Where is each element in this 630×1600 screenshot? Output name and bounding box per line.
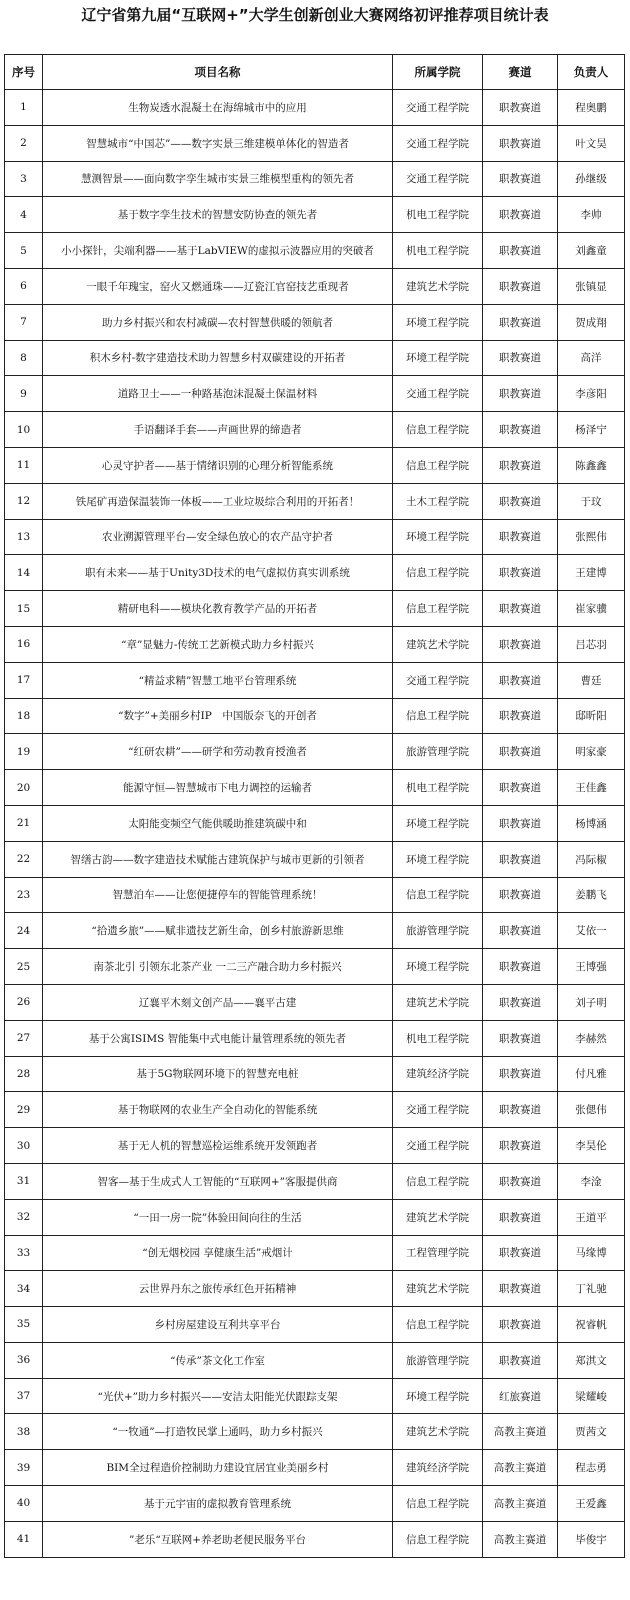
serial-cell: 17 bbox=[5, 662, 43, 698]
serial-cell: 8 bbox=[5, 340, 43, 376]
track-cell: 职教赛道 bbox=[483, 734, 558, 770]
project-table bbox=[4, 54, 625, 1558]
college-cell: 旅游管理学院 bbox=[393, 913, 483, 949]
serial-cell: 9 bbox=[5, 376, 43, 412]
project-name-cell: 慧测智景——面向数字孪生城市实景三维模型重构的领先者 bbox=[43, 161, 393, 197]
project-name-cell: 云世界丹东之旅传承红色开拓精神 bbox=[43, 1271, 393, 1307]
serial-cell: 6 bbox=[5, 268, 43, 304]
leader-cell: 祝睿帆 bbox=[558, 1307, 625, 1343]
college-cell: 信息工程学院 bbox=[393, 698, 483, 734]
college-cell: 环境工程学院 bbox=[393, 805, 483, 841]
serial-cell: 11 bbox=[5, 447, 43, 483]
project-name-cell: 心灵守护者——基于情绪识别的心理分析智能系统 bbox=[43, 447, 393, 483]
college-cell: 机电工程学院 bbox=[393, 1020, 483, 1056]
project-name-cell: ”老乐“互联网+养老助老便民服务平台 bbox=[43, 1521, 393, 1557]
track-cell: 职教赛道 bbox=[483, 662, 558, 698]
project-name-cell: 智慧泊车——让您便捷停车的智能管理系统！ bbox=[43, 877, 393, 913]
college-cell: 交通工程学院 bbox=[393, 376, 483, 412]
table-row bbox=[5, 1056, 625, 1092]
table-row bbox=[5, 1521, 625, 1557]
serial-cell: 25 bbox=[5, 949, 43, 985]
track-cell: 职教赛道 bbox=[483, 591, 558, 627]
header-college: 所属学院 bbox=[393, 55, 483, 90]
college-cell: 旅游管理学院 bbox=[393, 734, 483, 770]
table-row bbox=[5, 519, 625, 555]
leader-cell: 张熙伟 bbox=[558, 519, 625, 555]
college-cell: 建筑艺术学院 bbox=[393, 1199, 483, 1235]
track-cell: 职教赛道 bbox=[483, 1199, 558, 1235]
table-row bbox=[5, 1486, 625, 1522]
leader-cell: 李赫然 bbox=[558, 1020, 625, 1056]
college-cell: 交通工程学院 bbox=[393, 662, 483, 698]
project-name-cell: 一眼千年瑰宝，窑火又燃通珠——辽瓷江官窑技艺重现者 bbox=[43, 268, 393, 304]
table-body bbox=[5, 90, 625, 1558]
serial-cell: 40 bbox=[5, 1486, 43, 1522]
track-cell: 职教赛道 bbox=[483, 1128, 558, 1164]
college-cell: 信息工程学院 bbox=[393, 591, 483, 627]
college-cell: 建筑艺术学院 bbox=[393, 1271, 483, 1307]
project-name-cell: 助力乡村振兴和农村减碳—农村智慧供暖的领航者 bbox=[43, 304, 393, 340]
project-name-cell: 小小探针，尖端利器——基于LabVIEW的虚拟示波器应用的突破者 bbox=[43, 233, 393, 269]
college-cell: 机电工程学院 bbox=[393, 197, 483, 233]
project-name-cell: BIM全过程造价控制助力建设宜居宜业美丽乡村 bbox=[43, 1450, 393, 1486]
track-cell: 职教赛道 bbox=[483, 805, 558, 841]
table-row bbox=[5, 90, 625, 126]
serial-cell: 16 bbox=[5, 626, 43, 662]
serial-cell: 3 bbox=[5, 161, 43, 197]
table-row bbox=[5, 376, 625, 412]
leader-cell: 杨泽宁 bbox=[558, 412, 625, 448]
college-cell: 工程管理学院 bbox=[393, 1235, 483, 1271]
table-header-row bbox=[5, 55, 625, 90]
serial-cell: 31 bbox=[5, 1163, 43, 1199]
track-cell: 职教赛道 bbox=[483, 555, 558, 591]
table-row bbox=[5, 805, 625, 841]
serial-cell: 1 bbox=[5, 90, 43, 126]
track-cell: 职教赛道 bbox=[483, 519, 558, 555]
table-row bbox=[5, 984, 625, 1020]
track-cell: 职教赛道 bbox=[483, 233, 558, 269]
project-name-cell: 基于无人机的智慧巡检运维系统开发领跑者 bbox=[43, 1128, 393, 1164]
track-cell: 职教赛道 bbox=[483, 304, 558, 340]
table-row bbox=[5, 662, 625, 698]
table-row bbox=[5, 304, 625, 340]
project-name-cell: 智缮古韵——数字建造技术赋能古建筑保护与城市更新的引领者 bbox=[43, 841, 393, 877]
leader-cell: 杨博涵 bbox=[558, 805, 625, 841]
table-row bbox=[5, 1199, 625, 1235]
project-name-cell: 南茶北引 引领东北茶产业 一二三产融合助力乡村振兴 bbox=[43, 949, 393, 985]
project-name-cell: 乡村房屋建设互利共享平台 bbox=[43, 1307, 393, 1343]
college-cell: 环境工程学院 bbox=[393, 304, 483, 340]
serial-cell: 14 bbox=[5, 555, 43, 591]
track-cell: 职教赛道 bbox=[483, 197, 558, 233]
table-row bbox=[5, 1342, 625, 1378]
serial-cell: 19 bbox=[5, 734, 43, 770]
table-row bbox=[5, 877, 625, 913]
track-cell: 职教赛道 bbox=[483, 1092, 558, 1128]
leader-cell: 高洋 bbox=[558, 340, 625, 376]
header-track: 赛道 bbox=[483, 55, 558, 90]
leader-cell: 于玟 bbox=[558, 483, 625, 519]
project-name-cell: 基于元宇宙的虚拟教育管理系统 bbox=[43, 1486, 393, 1522]
serial-cell: 29 bbox=[5, 1092, 43, 1128]
track-cell: 职教赛道 bbox=[483, 483, 558, 519]
leader-cell: 梁耀峻 bbox=[558, 1378, 625, 1414]
leader-cell: 吕芯羽 bbox=[558, 626, 625, 662]
project-name-cell: 精研电科——模块化教育教学产品的开拓者 bbox=[43, 591, 393, 627]
header-project-name: 项目名称 bbox=[43, 55, 393, 90]
college-cell: 交通工程学院 bbox=[393, 90, 483, 126]
college-cell: 环境工程学院 bbox=[393, 1378, 483, 1414]
project-name-cell: “精益求精”智慧工地平台管理系统 bbox=[43, 662, 393, 698]
track-cell: 职教赛道 bbox=[483, 877, 558, 913]
serial-cell: 10 bbox=[5, 412, 43, 448]
project-name-cell: “一牧通”—打造牧民掌上通吗，助力乡村振兴 bbox=[43, 1414, 393, 1450]
leader-cell: 李彦阳 bbox=[558, 376, 625, 412]
leader-cell: 王爱鑫 bbox=[558, 1486, 625, 1522]
leader-cell: 崔家骥 bbox=[558, 591, 625, 627]
page-title: 辽宁省第九届“互联网+”大学生创新创业大赛网络初评推荐项目统计表 bbox=[81, 6, 549, 24]
college-cell: 机电工程学院 bbox=[393, 770, 483, 806]
project-name-cell: 职有未来——基于Unity3D技术的电气虚拟仿真实训系统 bbox=[43, 555, 393, 591]
project-name-cell: “章”显魅力-传统工艺新模式助力乡村振兴 bbox=[43, 626, 393, 662]
leader-cell: 姜鹏飞 bbox=[558, 877, 625, 913]
serial-cell: 38 bbox=[5, 1414, 43, 1450]
college-cell: 信息工程学院 bbox=[393, 1521, 483, 1557]
project-name-cell: “数字”+美丽乡村IP 中国版奈飞的开创者 bbox=[43, 698, 393, 734]
college-cell: 交通工程学院 bbox=[393, 161, 483, 197]
college-cell: 交通工程学院 bbox=[393, 125, 483, 161]
leader-cell: 陈鑫鑫 bbox=[558, 447, 625, 483]
project-name-cell: 基于数字孪生技术的智慧安防协查的领先者 bbox=[43, 197, 393, 233]
table-row bbox=[5, 734, 625, 770]
serial-cell: 21 bbox=[5, 805, 43, 841]
table-row bbox=[5, 268, 625, 304]
table-row bbox=[5, 626, 625, 662]
project-name-cell: 太阳能变频空气能供暖助推建筑碳中和 bbox=[43, 805, 393, 841]
table-row bbox=[5, 125, 625, 161]
table-row bbox=[5, 913, 625, 949]
leader-cell: 李淦 bbox=[558, 1163, 625, 1199]
leader-cell: 冯际椒 bbox=[558, 841, 625, 877]
leader-cell: 张镇显 bbox=[558, 268, 625, 304]
leader-cell: 李昊伦 bbox=[558, 1128, 625, 1164]
serial-cell: 28 bbox=[5, 1056, 43, 1092]
table-row bbox=[5, 233, 625, 269]
serial-cell: 18 bbox=[5, 698, 43, 734]
track-cell: 职教赛道 bbox=[483, 913, 558, 949]
header-serial: 序号 bbox=[5, 55, 43, 90]
table-row bbox=[5, 1307, 625, 1343]
track-cell: 职教赛道 bbox=[483, 268, 558, 304]
college-cell: 环境工程学院 bbox=[393, 841, 483, 877]
table-row bbox=[5, 1450, 625, 1486]
college-cell: 建筑艺术学院 bbox=[393, 1414, 483, 1450]
serial-cell: 7 bbox=[5, 304, 43, 340]
project-name-cell: 辽襄平木刻文创产品——襄平古建 bbox=[43, 984, 393, 1020]
serial-cell: 41 bbox=[5, 1521, 43, 1557]
track-cell: 职教赛道 bbox=[483, 1163, 558, 1199]
leader-cell: 艾依一 bbox=[558, 913, 625, 949]
college-cell: 信息工程学院 bbox=[393, 412, 483, 448]
table-row bbox=[5, 1378, 625, 1414]
leader-cell: 贺成翔 bbox=[558, 304, 625, 340]
table-row bbox=[5, 197, 625, 233]
project-name-cell: “光伏+”助力乡村振兴——安洁太阳能光伏跟踪支架 bbox=[43, 1378, 393, 1414]
table-row bbox=[5, 770, 625, 806]
serial-cell: 26 bbox=[5, 984, 43, 1020]
leader-cell: 孙继级 bbox=[558, 161, 625, 197]
project-name-cell: 基于5G物联网环境下的智慧充电桩 bbox=[43, 1056, 393, 1092]
college-cell: 信息工程学院 bbox=[393, 1307, 483, 1343]
leader-cell: 叶文昊 bbox=[558, 125, 625, 161]
table-row bbox=[5, 1271, 625, 1307]
college-cell: 信息工程学院 bbox=[393, 555, 483, 591]
leader-cell: 马缘博 bbox=[558, 1235, 625, 1271]
project-name-cell: 道路卫士——一种路基泡沫混凝土保温材料 bbox=[43, 376, 393, 412]
leader-cell: 曹廷 bbox=[558, 662, 625, 698]
serial-cell: 35 bbox=[5, 1307, 43, 1343]
table-row bbox=[5, 1128, 625, 1164]
leader-cell: 王博强 bbox=[558, 949, 625, 985]
project-name-cell: 积木乡村-数字建造技术助力智慧乡村双碳建设的开拓者 bbox=[43, 340, 393, 376]
serial-cell: 4 bbox=[5, 197, 43, 233]
serial-cell: 33 bbox=[5, 1235, 43, 1271]
leader-cell: 刘鑫童 bbox=[558, 233, 625, 269]
track-cell: 职教赛道 bbox=[483, 447, 558, 483]
serial-cell: 32 bbox=[5, 1199, 43, 1235]
track-cell: 职教赛道 bbox=[483, 1235, 558, 1271]
college-cell: 建筑艺术学院 bbox=[393, 984, 483, 1020]
track-cell: 职教赛道 bbox=[483, 1056, 558, 1092]
project-name-cell: 基于物联网的农业生产全自动化的智能系统 bbox=[43, 1092, 393, 1128]
track-cell: 职教赛道 bbox=[483, 90, 558, 126]
college-cell: 机电工程学院 bbox=[393, 233, 483, 269]
serial-cell: 20 bbox=[5, 770, 43, 806]
serial-cell: 22 bbox=[5, 841, 43, 877]
serial-cell: 23 bbox=[5, 877, 43, 913]
track-cell: 高教主赛道 bbox=[483, 1450, 558, 1486]
table-row bbox=[5, 949, 625, 985]
college-cell: 建筑经济学院 bbox=[393, 1056, 483, 1092]
college-cell: 旅游管理学院 bbox=[393, 1342, 483, 1378]
table-row bbox=[5, 841, 625, 877]
serial-cell: 34 bbox=[5, 1271, 43, 1307]
header-leader: 负责人 bbox=[558, 55, 625, 90]
track-cell: 职教赛道 bbox=[483, 1020, 558, 1056]
project-name-cell: “红研农耕”——研学和劳动教育授渔者 bbox=[43, 734, 393, 770]
serial-cell: 15 bbox=[5, 591, 43, 627]
table-row bbox=[5, 161, 625, 197]
table-row bbox=[5, 447, 625, 483]
serial-cell: 37 bbox=[5, 1378, 43, 1414]
serial-cell: 24 bbox=[5, 913, 43, 949]
project-name-cell: “一田一房一院”体验田间向往的生活 bbox=[43, 1199, 393, 1235]
table-row bbox=[5, 340, 625, 376]
leader-cell: 郑淇文 bbox=[558, 1342, 625, 1378]
leader-cell: 贾茜文 bbox=[558, 1414, 625, 1450]
college-cell: 土木工程学院 bbox=[393, 483, 483, 519]
project-name-cell: 智慧城市“中国芯”——数字实景三维建模单体化的智造者 bbox=[43, 125, 393, 161]
leader-cell: 刘子明 bbox=[558, 984, 625, 1020]
table-row bbox=[5, 483, 625, 519]
track-cell: 职教赛道 bbox=[483, 161, 558, 197]
track-cell: 高教主赛道 bbox=[483, 1486, 558, 1522]
leader-cell: 付凡雅 bbox=[558, 1056, 625, 1092]
college-cell: 建筑艺术学院 bbox=[393, 626, 483, 662]
serial-cell: 2 bbox=[5, 125, 43, 161]
college-cell: 信息工程学院 bbox=[393, 1163, 483, 1199]
table-row bbox=[5, 412, 625, 448]
track-cell: 职教赛道 bbox=[483, 125, 558, 161]
college-cell: 环境工程学院 bbox=[393, 949, 483, 985]
leader-cell: 张偲伟 bbox=[558, 1092, 625, 1128]
serial-cell: 12 bbox=[5, 483, 43, 519]
project-name-cell: “创无烟校园 享健康生活”戒烟计 bbox=[43, 1235, 393, 1271]
leader-cell: 王佳鑫 bbox=[558, 770, 625, 806]
table-row bbox=[5, 1092, 625, 1128]
college-cell: 环境工程学院 bbox=[393, 340, 483, 376]
leader-cell: 王道平 bbox=[558, 1199, 625, 1235]
leader-cell: 毕俊宇 bbox=[558, 1521, 625, 1557]
track-cell: 职教赛道 bbox=[483, 626, 558, 662]
college-cell: 交通工程学院 bbox=[393, 1128, 483, 1164]
college-cell: 建筑艺术学院 bbox=[393, 268, 483, 304]
project-name-cell: 生物炭透水混凝土在海绵城市中的应用 bbox=[43, 90, 393, 126]
project-name-cell: 智客—基于生成式人工智能的“互联网+”客服提供商 bbox=[43, 1163, 393, 1199]
project-name-cell: 能源守恒—智慧城市下电力调控的运输者 bbox=[43, 770, 393, 806]
project-name-cell: 铁尾矿再造保温装饰一体板——工业垃圾综合利用的开拓者！ bbox=[43, 483, 393, 519]
project-name-cell: “传承”茶文化工作室 bbox=[43, 1342, 393, 1378]
college-cell: 信息工程学院 bbox=[393, 877, 483, 913]
track-cell: 职教赛道 bbox=[483, 949, 558, 985]
serial-cell: 39 bbox=[5, 1450, 43, 1486]
college-cell: 交通工程学院 bbox=[393, 1092, 483, 1128]
leader-cell: 程奥鹏 bbox=[558, 90, 625, 126]
table-row bbox=[5, 1163, 625, 1199]
track-cell: 职教赛道 bbox=[483, 841, 558, 877]
leader-cell: 丁礼驰 bbox=[558, 1271, 625, 1307]
track-cell: 职教赛道 bbox=[483, 698, 558, 734]
serial-cell: 27 bbox=[5, 1020, 43, 1056]
project-name-cell: “拾遗乡旅”——赋非遗技艺新生命，创乡村旅游新思维 bbox=[43, 913, 393, 949]
table-row bbox=[5, 1020, 625, 1056]
leader-cell: 程志勇 bbox=[558, 1450, 625, 1486]
track-cell: 高教主赛道 bbox=[483, 1414, 558, 1450]
track-cell: 红旅赛道 bbox=[483, 1378, 558, 1414]
serial-cell: 13 bbox=[5, 519, 43, 555]
table-row bbox=[5, 591, 625, 627]
table-row bbox=[5, 1235, 625, 1271]
table-row bbox=[5, 698, 625, 734]
track-cell: 职教赛道 bbox=[483, 376, 558, 412]
college-cell: 信息工程学院 bbox=[393, 1486, 483, 1522]
track-cell: 职教赛道 bbox=[483, 770, 558, 806]
leader-cell: 邸昕阳 bbox=[558, 698, 625, 734]
college-cell: 环境工程学院 bbox=[393, 519, 483, 555]
college-cell: 信息工程学院 bbox=[393, 447, 483, 483]
track-cell: 职教赛道 bbox=[483, 340, 558, 376]
serial-cell: 36 bbox=[5, 1342, 43, 1378]
college-cell: 建筑经济学院 bbox=[393, 1450, 483, 1486]
track-cell: 职教赛道 bbox=[483, 412, 558, 448]
project-name-cell: 基于公寓ISIMS 智能集中式电能计量管理系统的领先者 bbox=[43, 1020, 393, 1056]
leader-cell: 李帅 bbox=[558, 197, 625, 233]
track-cell: 职教赛道 bbox=[483, 1271, 558, 1307]
track-cell: 高教主赛道 bbox=[483, 1521, 558, 1557]
project-name-cell: 农业溯源管理平台—安全绿色放心的农产品守护者 bbox=[43, 519, 393, 555]
leader-cell: 明家豪 bbox=[558, 734, 625, 770]
track-cell: 职教赛道 bbox=[483, 1342, 558, 1378]
table-row bbox=[5, 555, 625, 591]
track-cell: 职教赛道 bbox=[483, 1307, 558, 1343]
leader-cell: 王建博 bbox=[558, 555, 625, 591]
table-row bbox=[5, 1414, 625, 1450]
project-name-cell: 手语翻译手套——声画世界的缔造者 bbox=[43, 412, 393, 448]
serial-cell: 5 bbox=[5, 233, 43, 269]
serial-cell: 30 bbox=[5, 1128, 43, 1164]
track-cell: 职教赛道 bbox=[483, 984, 558, 1020]
